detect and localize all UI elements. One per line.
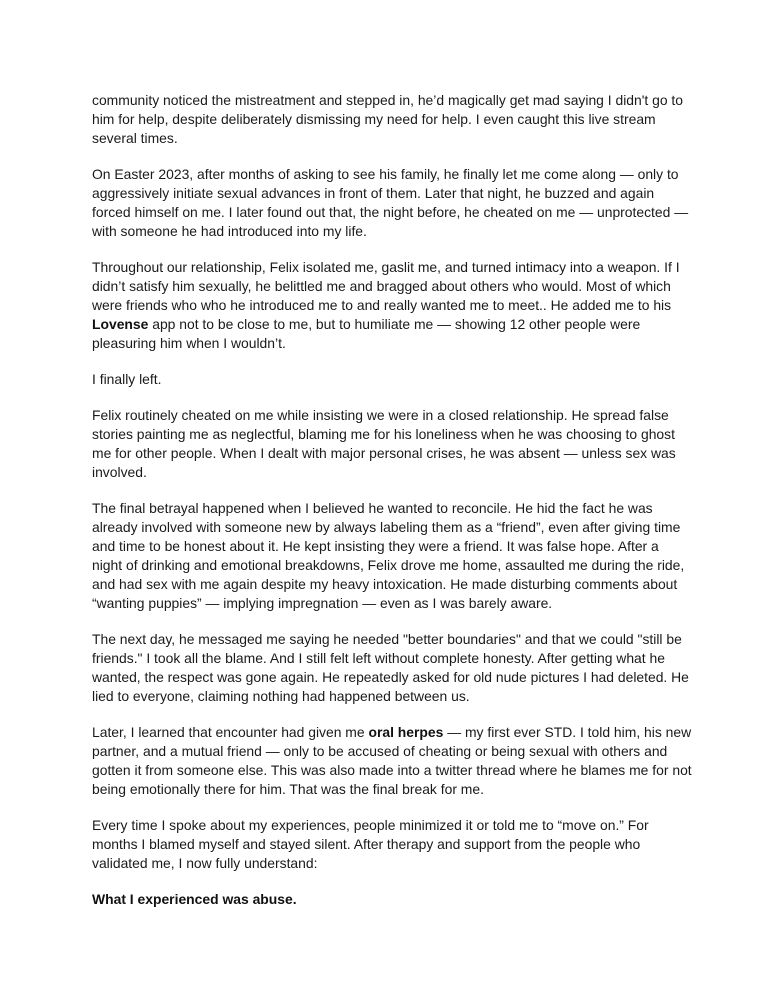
paragraph: [92, 723, 692, 799]
paragraph-text: — my first ever STD. I told him, his new partner, and a mutual friend — only to be accused of cheating or being sexual with others and gotten it from someone else. This was also made into a twitter thread where he blames me for not being emotionally there for him. That was the final break for me.: [92, 724, 692, 797]
paragraph-text: The next day, he messaged me saying he needed "better boundaries" and that we could "still be friends." I took all the blame. And I still felt left without complete honesty. After getting what he wanted, the respect was gone again. He repeatedly asked for old nude pictures I had deleted. He lied to everyone, claiming nothing had happened between us.: [92, 631, 689, 704]
paragraph: [92, 258, 692, 353]
paragraph-text: The final betrayal happened when I believed he wanted to reconcile. He hid the fact he was already involved with someone new by always labeling them as a “friend”, even after giving time and time to be honest about it. He kept insisting they were a friend. It was false hope. After a night of drinking and emotional breakdowns, Felix drove me home, assaulted me during the ride, and had sex with me again despite my heavy intoxication. He made disturbing comments about “wanting puppies” — implying impregnation — even as I was barely aware.: [92, 500, 685, 611]
paragraph: [92, 816, 692, 873]
paragraph-text: Later, I learned that encounter had given me: [92, 724, 369, 740]
paragraph-text: Felix routinely cheated on me while insisting we were in a closed relationship. He spread false stories painting me as neglectful, blaming me for his loneliness when he was choosing to ghost me for other people. When I dealt with major personal crises, he was absent — unless sex was involved.: [92, 407, 676, 480]
paragraph: [92, 630, 692, 706]
paragraph-text: community noticed the mistreatment and stepped in, he’d magically get mad saying I didn't go to him for help, despite deliberately dismissing my need for help. I even caught this live stream several times.: [92, 92, 684, 146]
paragraph-text: On Easter 2023, after months of asking to see his family, he finally let me come along — only to aggressively initiate sexual advances in front of them. Later that night, he buzzed and again forced himself on me. I later found out that, the night before, he cheated on me — unprotected — with someone he had introduced into my life.: [92, 166, 689, 239]
paragraph: [92, 406, 692, 482]
paragraph: [92, 165, 692, 241]
bold-term-lovense: Lovense: [92, 316, 149, 332]
paragraph-text: Every time I spoke about my experiences, people minimized it or told me to “move on.” For months I blamed myself and stayed silent. After therapy and support from the people who validated me, I now fully understand:: [92, 817, 649, 871]
paragraph: [92, 370, 692, 389]
paragraph: [92, 499, 692, 613]
paragraph-text: app not to be close to me, but to humiliate me — showing 12 other people were pleasuring him when I wouldn’t.: [92, 316, 641, 351]
paragraph-text: I finally left.: [92, 371, 162, 387]
paragraph: [92, 91, 692, 148]
closing-statement: What I experienced was abuse.: [92, 891, 297, 907]
document-body: [92, 91, 692, 909]
bold-term-oral-herpes: oral herpes: [368, 724, 444, 740]
paragraph-text: Throughout our relationship, Felix isolated me, gaslit me, and turned intimacy into a weapon. If I didn’t satisfy him sexually, he belittled me and bragged about others who would. Most of which were friends who who he introduced me to and really wanted me to meet.. He added me to his: [92, 259, 680, 313]
